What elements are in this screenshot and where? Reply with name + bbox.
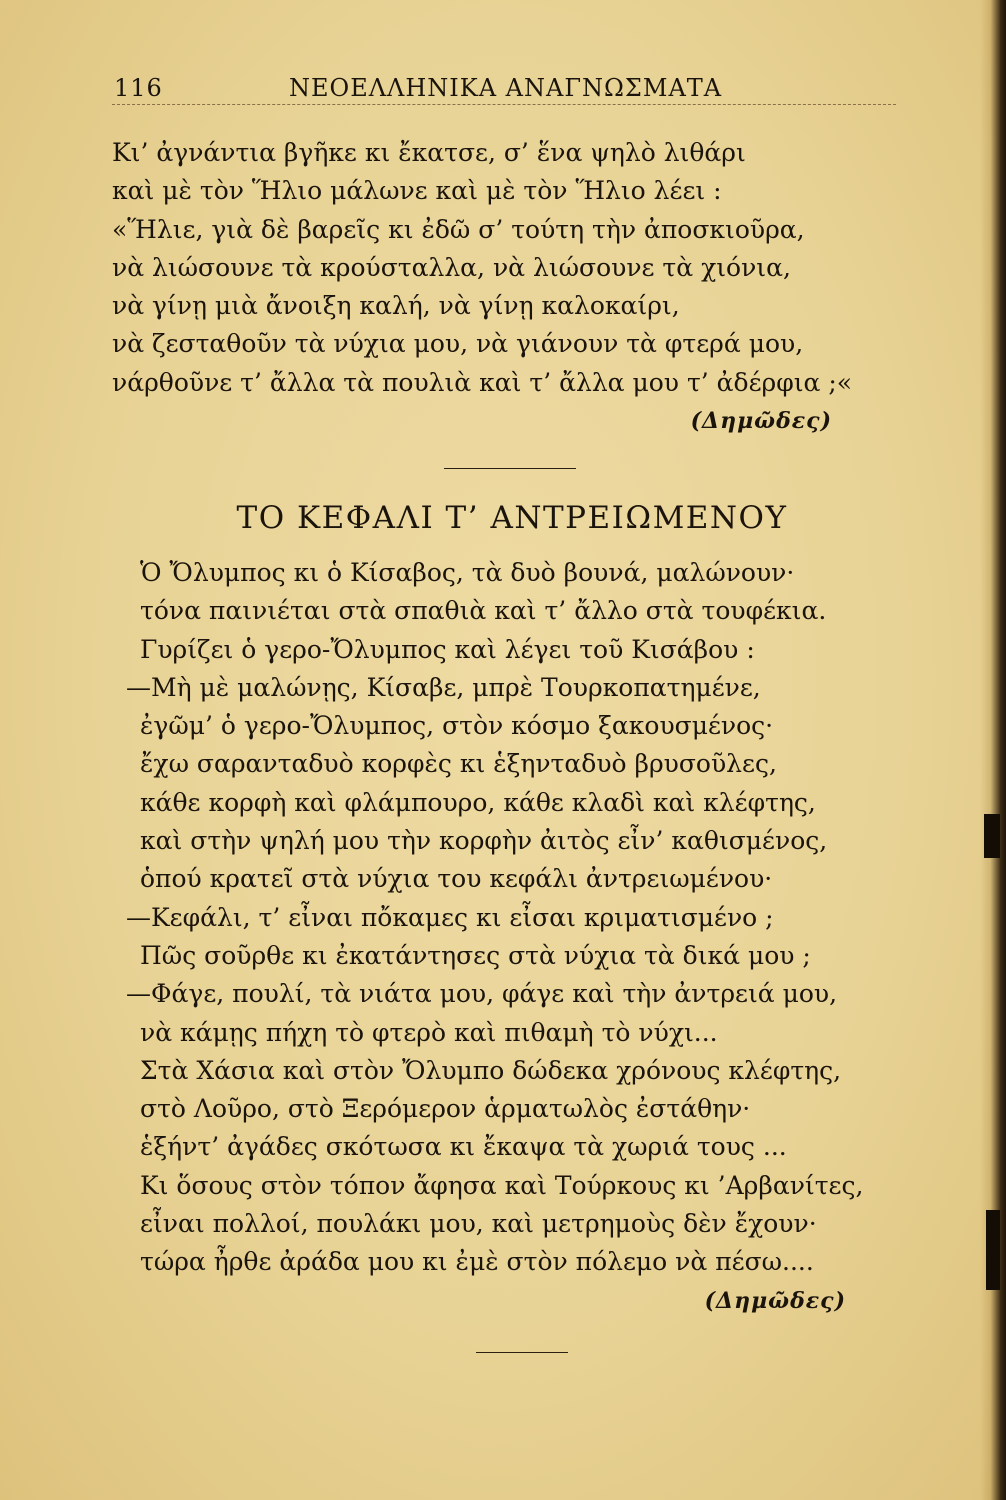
poem-2 <box>126 554 906 1320</box>
running-head-title: ΝΕΟΕΛΛΗΝΙΚΑ ΑΝΑΓΝΩΣΜΑΤΑ <box>289 74 723 102</box>
verse-line: κάθε κορφὴ καὶ φλάμπουρο, κάθε κλαδὶ καὶ κλέφτης, <box>140 787 816 817</box>
poem-1 <box>112 134 892 440</box>
page-number: 116 <box>114 74 163 102</box>
verse-line: —Φάγε, πουλί, τὰ νιάτα μου, φάγε καὶ τὴν ἀντρειά μου, <box>126 979 838 1009</box>
verse-line: ἐγῶμ’ ὁ γερο-Ὄλυμπος, στὸν κόσμο ξακουσμένος· <box>140 711 774 741</box>
verse-line: Κι’ ἀγνάντια βγῆκε κι ἔκατσε, σ’ ἕνα ψηλὸ λιθάρι <box>112 138 746 167</box>
source-attribution: (Δημῶδες) <box>704 1287 846 1314</box>
verse-line: τόνα παινιέται στὰ σπαθιὰ καὶ τ’ ἄλλο στὰ τουφέκια. <box>140 596 827 626</box>
header-rule <box>112 104 896 105</box>
verse-line: καὶ μὲ τὸν Ἥλιο μάλωνε καὶ μὲ τὸν Ἥλιο λέει : <box>112 176 722 206</box>
verse-line: «Ἥλιε, γιὰ δὲ βαρεῖς κι ἐδῶ σ’ τούτη τὴν ἀποσκιοῦρα, <box>112 214 805 244</box>
source-attribution: (Δημῶδες) <box>690 408 832 435</box>
verse-line: Γυρίζει ὁ γερο-Ὄλυμπος καὶ λέγει τοῦ Κισάβου : <box>140 634 755 664</box>
verse-line: —Κεφάλι, τ’ εἶναι πὄκαμες κι εἶσαι κριματισμένο ; <box>126 902 774 932</box>
verse-line: καὶ στὴν ψηλή μου τὴν κορφὴν ἀιτὸς εἶν’ καθισμένος, <box>140 826 828 856</box>
verse-line: Ὁ Ὄλυμπος κι ὁ Κίσαβος, τὰ δυὸ βουνά, μαλώνουν· <box>140 558 795 587</box>
verse-line: ἑξήντ’ ἀγάδες σκότωσα κι ἔκαψα τὰ χωριά τους ... <box>140 1132 787 1162</box>
verse-line: νὰ κάμῃς πήχη τὸ φτερὸ καὶ πιθαμὴ τὸ νύχι... <box>140 1017 718 1047</box>
poem-title: ΤΟ ΚΕΦΑΛΙ Τ’ ΑΝΤΡΕΙΩΜΕΝΟΥ <box>236 500 788 536</box>
verse-line: ὁπού κρατεῖ στὰ νύχια του κεφάλι ἀντρειωμένου· <box>140 864 773 894</box>
verse-line: νὰ λιώσουνε τὰ κρούσταλλα, νὰ λιώσουνε τὰ χιόνια, <box>112 252 791 282</box>
section-divider <box>476 1352 568 1353</box>
edge-ink-mark <box>986 1210 1000 1290</box>
verse-line: Πῶς σοῦρθε κι ἐκατάντησες στὰ νύχια τὰ δικά μου ; <box>140 940 811 970</box>
verse-line: τώρα ἦρθε ἀράδα μου κι ἐμὲ στὸν πόλεμο νὰ πέσω.... <box>140 1247 814 1277</box>
verse-line: νὰ ζεσταθοῦν τὰ νύχια μου, νὰ γιάνουν τὰ φτερά μου, <box>112 329 804 359</box>
verse-line: Κι ὅσους στὸν τόπον ἄφησα καὶ Τούρκους κι ’Αρβανίτες, <box>140 1170 864 1200</box>
verse-line: στὸ Λοῦρο, στὸ Ξερόμερον ἁρματωλὸς ἐστάθην· <box>140 1094 751 1124</box>
verse-line: ἔχω σαρανταδυὸ κορφὲς κι ἑξηνταδυὸ βρυσοῦλες, <box>140 749 777 779</box>
edge-ink-mark <box>984 814 1000 858</box>
verse-line: —Μὴ μὲ μαλώνῃς, Κίσαβε, μπρὲ Τουρκοπατημένε, <box>126 672 761 702</box>
verse-line: νὰ γίνῃ μιὰ ἄνοιξη καλή, νὰ γίνῃ καλοκαίρι, <box>112 291 680 321</box>
verse-line: νάρθοῦνε τ’ ἄλλα τὰ πουλιὰ καὶ τ’ ἄλλα μου τ’ ἀδέρφια ;« <box>112 367 853 397</box>
verse-line: Στὰ Χάσια καὶ στὸν Ὄλυμπο δώδεκα χρόνους κλέφτης, <box>140 1055 842 1085</box>
verse-line: εἶναι πολλοί, πουλάκι μου, καὶ μετρημοὺς δὲν ἔχουν· <box>140 1209 817 1239</box>
section-divider <box>444 468 576 469</box>
